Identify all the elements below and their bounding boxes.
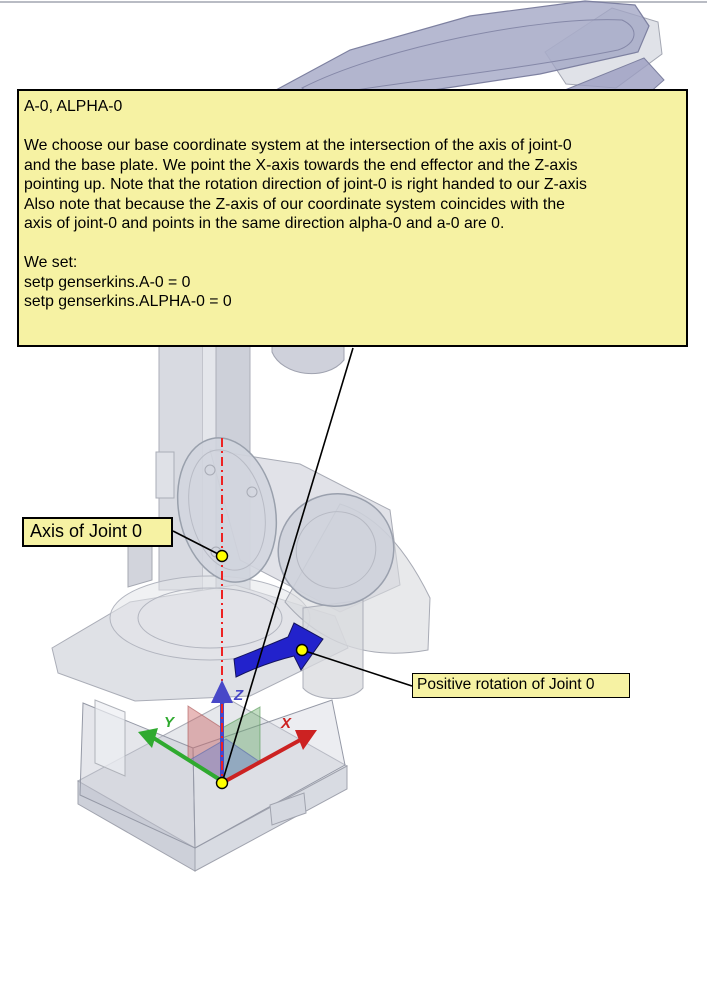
note-set-intro: We set: bbox=[24, 254, 78, 271]
note-title: A-0, ALPHA-0 bbox=[24, 98, 123, 115]
note-body-line: axis of joint-0 and points in the same direction alpha-0 and a-0 are 0. bbox=[24, 215, 505, 232]
robot-mast-bracket bbox=[156, 452, 174, 498]
note-body-line: and the base plate. We point the X-axis towards the end effector and the Z-axis bbox=[24, 156, 578, 174]
note-blank-line bbox=[24, 234, 681, 254]
marker-point-origin bbox=[217, 778, 228, 789]
y-axis-label: Y bbox=[164, 714, 175, 731]
note-body-line: We choose our base coordinate system at the intersection of the axis of joint-0 bbox=[24, 137, 572, 154]
z-axis-label: Z bbox=[234, 687, 244, 704]
note-set-line: setp genserkins.ALPHA-0 = 0 bbox=[24, 293, 232, 310]
note-set-line: setp genserkins.A-0 = 0 bbox=[24, 273, 191, 291]
x-axis-label: X bbox=[281, 715, 292, 732]
note-body-line: Also note that because the Z-axis of our coordinate system coincides with the bbox=[24, 195, 565, 213]
note-box bbox=[17, 89, 688, 347]
marker-point-rotation bbox=[297, 645, 308, 656]
base-inner-post bbox=[95, 700, 125, 776]
axis-of-joint-label: Axis of Joint 0 bbox=[22, 517, 173, 547]
note-body-line: pointing up. Note that the rotation direction of joint-0 is right handed to our Z-axis bbox=[24, 176, 587, 193]
positive-rotation-label: Positive rotation of Joint 0 bbox=[412, 673, 630, 698]
marker-point-axis bbox=[217, 551, 228, 562]
note-blank-line bbox=[24, 117, 681, 137]
